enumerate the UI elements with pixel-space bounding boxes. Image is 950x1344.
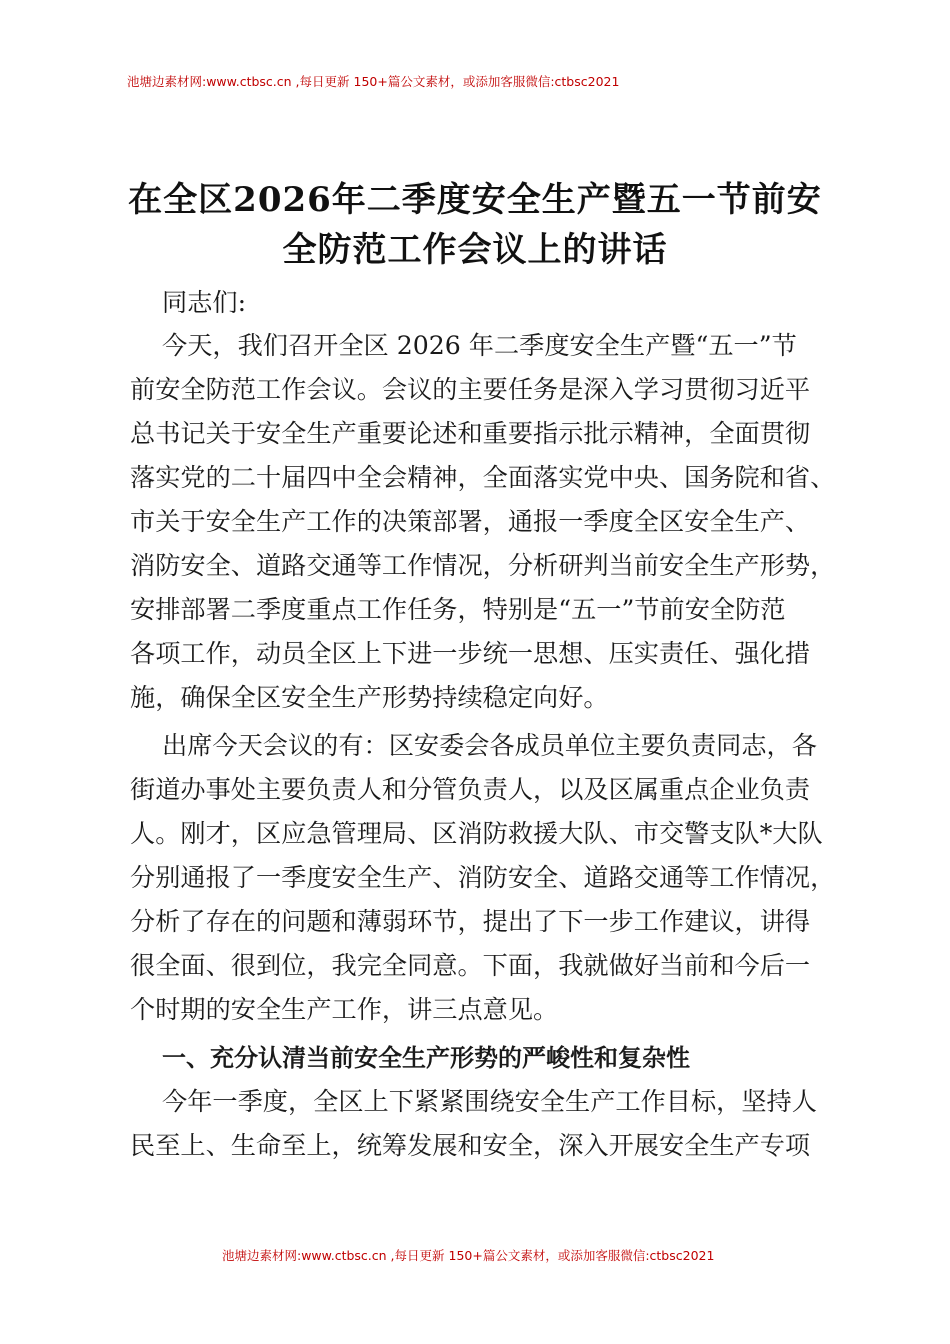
paragraph-1-line: 消防安全、道路交通等工作情况，分析研判当前安全生产形势， (130, 551, 836, 580)
paragraph-2-line: 出席今天会议的有：区安委会各成员单位主要负责同志，各 (162, 731, 817, 760)
paragraph-2-line: 很全面、很到位，我完全同意。下面，我就做好当前和今后一 (130, 951, 811, 980)
paragraph-1-line: 施，确保全区安全生产形势持续稳定向好。 (130, 683, 609, 712)
paragraph-2-line: 分别通报了一季度安全生产、消防安全、道路交通等工作情况， (130, 863, 836, 892)
section-heading-1: 一、充分认清当前安全生产形势的严峻性和复杂性 (162, 1044, 690, 1072)
paragraph-2-line: 人。刚才，区应急管理局、区消防救援大队、市交警支队*大队 (130, 819, 823, 848)
footer-watermark: 池塘边素材网:www.ctbsc.cn ,每日更新 150+篇公文素材，或添加客服微信:ctbsc2021 (222, 1248, 715, 1263)
paragraph-1-line: 安排部署二季度重点工作任务，特别是“五一”节前安全防范 (130, 595, 786, 624)
paragraph-1-line: 各项工作，动员全区上下进一步统一思想、压实责任、强化措 (130, 639, 811, 668)
paragraph-3-line: 今年一季度，全区上下紧紧围绕安全生产工作目标，坚持人 (162, 1087, 817, 1116)
salutation: 同志们: (162, 288, 247, 317)
paragraph-1-line: 落实党的二十届四中全会精神，全面落实党中央、国务院和省、 (130, 463, 836, 492)
paragraph-3-line: 民至上、生命至上，统筹发展和安全，深入开展安全生产专项 (130, 1131, 811, 1160)
header-watermark: 池塘边素材网:www.ctbsc.cn ,每日更新 150+篇公文素材，或添加客服微信:ctbsc2021 (127, 74, 620, 89)
paragraph-1-line: 市关于安全生产工作的决策部署，通报一季度全区安全生产、 (130, 507, 811, 536)
paragraph-1-line: 今天，我们召开全区 2026 年二季度安全生产暨“五一”节 (162, 331, 797, 360)
document-title-line-2: 全防范工作会议上的讲话 (282, 230, 668, 270)
paragraph-2-line: 个时期的安全生产工作，讲三点意见。 (130, 995, 559, 1024)
paragraph-2-line: 分析了存在的问题和薄弱环节，提出了下一步工作建议，讲得 (130, 907, 811, 936)
paragraph-1-line: 前安全防范工作会议。会议的主要任务是深入学习贯彻习近平 (130, 375, 811, 404)
paragraph-2-line: 街道办事处主要负责人和分管负责人，以及区属重点企业负责 (130, 775, 811, 804)
document-title-line-1: 在全区2026年二季度安全生产暨五一节前安 (128, 180, 822, 220)
paragraph-1-line: 总书记关于安全生产重要论述和重要指示批示精神，全面贯彻 (130, 419, 811, 448)
